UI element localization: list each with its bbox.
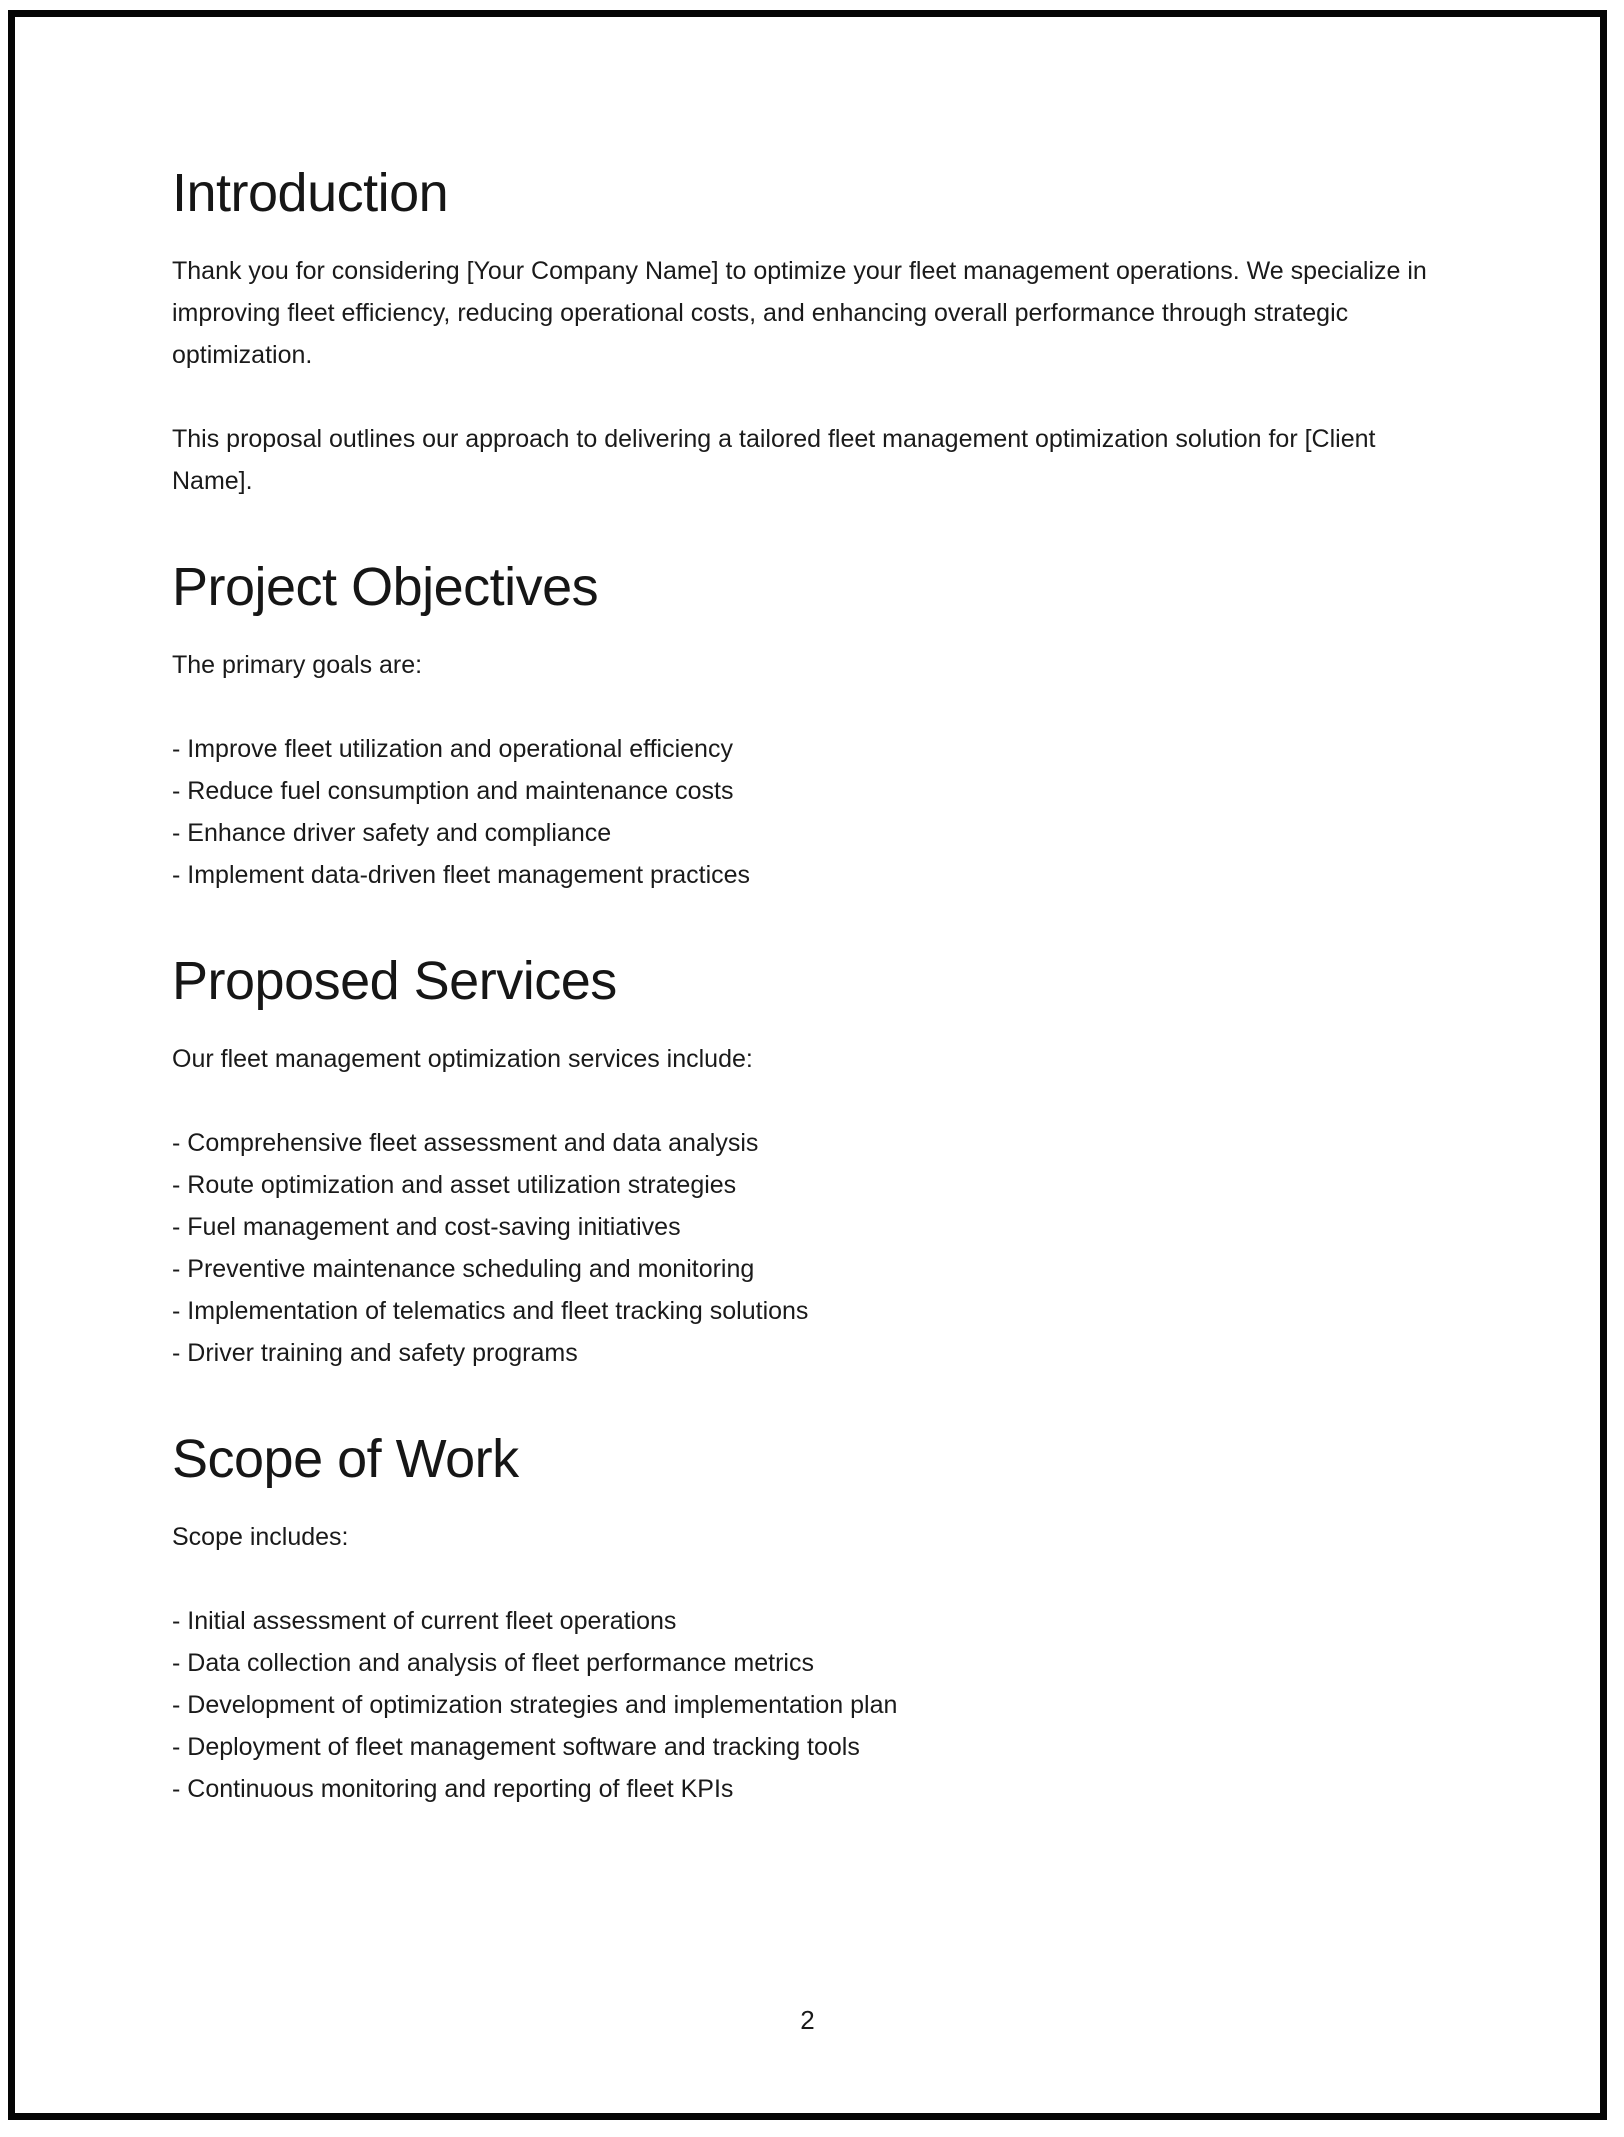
list-line: - Deployment of fleet management software and tracking tools xyxy=(172,1733,860,1761)
scope-list xyxy=(172,1600,1437,1810)
list-line: - Data collection and analysis of fleet performance metrics xyxy=(172,1649,814,1677)
list-line: - Comprehensive fleet assessment and data analysis xyxy=(172,1129,759,1157)
list-line: - Driver training and safety programs xyxy=(172,1339,578,1367)
list-line: - Implement data-driven fleet management practices xyxy=(172,861,751,889)
page-content xyxy=(15,17,1437,1810)
services-intro: Our fleet management optimization services include: xyxy=(172,1045,753,1073)
objectives-intro: The primary goals are: xyxy=(172,651,423,679)
document-page xyxy=(8,10,1607,2120)
list-line: - Fuel management and cost-saving initiatives xyxy=(172,1213,681,1241)
page-number: 2 xyxy=(800,2005,815,2035)
list-line: - Reduce fuel consumption and maintenance costs xyxy=(172,777,734,805)
list-line: - Enhance driver safety and compliance xyxy=(172,819,612,847)
heading-scope-of-work: Scope of Work xyxy=(172,1429,519,1489)
heading-project-objectives: Project Objectives xyxy=(172,557,599,617)
intro-paragraph-2: This proposal outlines our approach to delivering a tailored fleet management optimization solution for [Client Name]. xyxy=(172,425,1376,495)
scope-intro: Scope includes: xyxy=(172,1523,349,1551)
intro-paragraph-1: Thank you for considering [Your Company Name] to optimize your fleet management operations. We specialize in improving fleet efficiency, reducing operational costs, and enhancing overall performance through strategic optimization. xyxy=(172,257,1427,369)
list-line: - Route optimization and asset utilization strategies xyxy=(172,1171,737,1199)
objectives-list xyxy=(172,728,1437,896)
list-line: - Improve fleet utilization and operational efficiency xyxy=(172,735,733,763)
list-line: - Implementation of telematics and fleet tracking solutions xyxy=(172,1297,809,1325)
list-line: - Initial assessment of current fleet operations xyxy=(172,1607,677,1635)
list-line: - Development of optimization strategies and implementation plan xyxy=(172,1691,898,1719)
list-line: - Preventive maintenance scheduling and monitoring xyxy=(172,1255,755,1283)
list-line: - Continuous monitoring and reporting of fleet KPIs xyxy=(172,1775,734,1803)
services-list xyxy=(172,1122,1437,1374)
heading-proposed-services: Proposed Services xyxy=(172,951,617,1011)
heading-introduction: Introduction xyxy=(172,163,449,223)
